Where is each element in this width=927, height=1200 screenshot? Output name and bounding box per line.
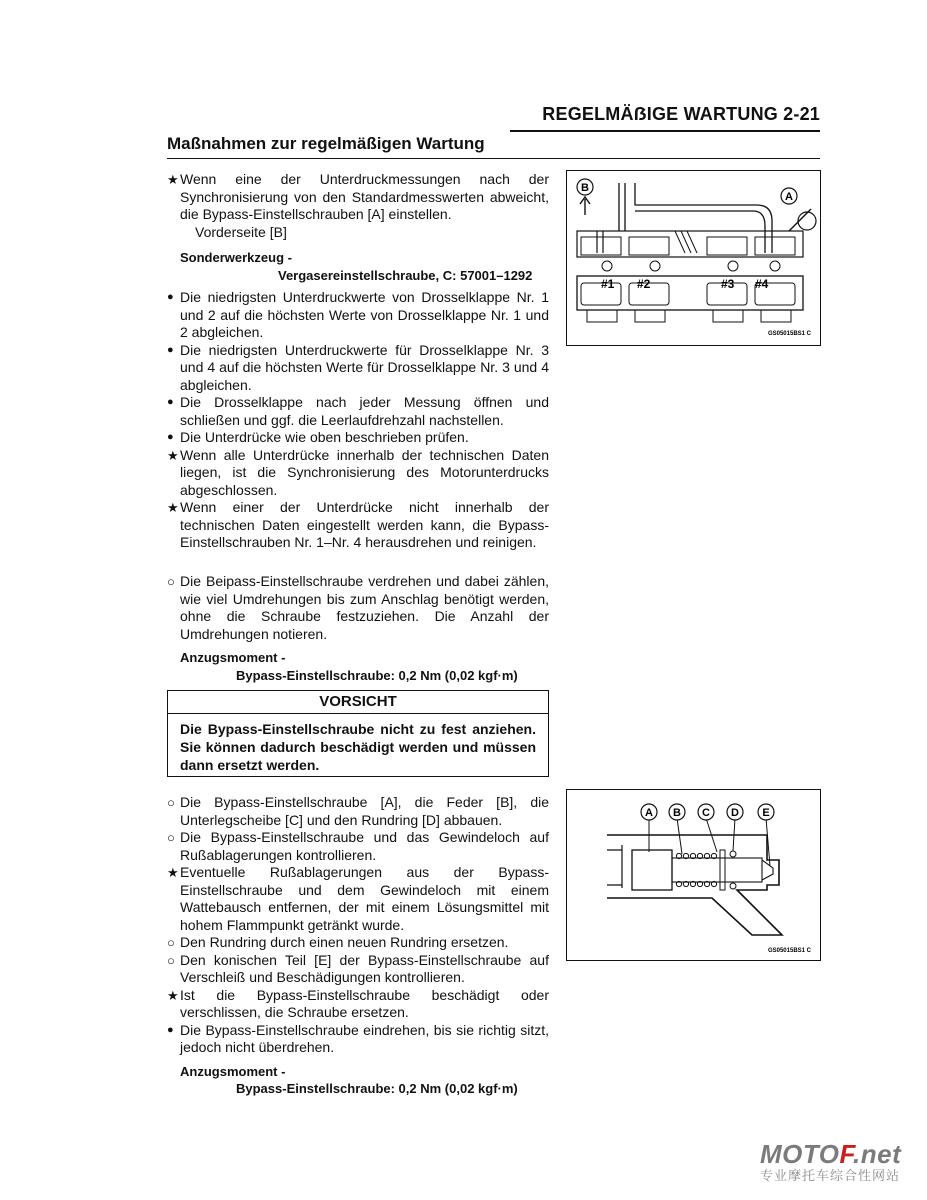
item-text: Wenn einer der Unterdrücke nicht innerhalb der technischen Daten eingestellt werden kann, die Bypass-Einstellschrauben Nr. 1–Nr. 4 herausdrehen und reinigen. [180, 499, 549, 550]
list-item [167, 429, 549, 447]
item-text: Die Bypass-Einstellschraube [A], die Feder [B], die Unterlegscheibe [C] und den Rundring [D] abbauen. [180, 794, 549, 828]
page-header-title: REGELMÄẞIGE WARTUNG 2-21 [542, 104, 820, 124]
carburetor-illustration [567, 171, 820, 345]
circle-marker: ○ [167, 952, 175, 968]
watermark-logo [760, 1140, 920, 1168]
header-rule [510, 130, 820, 132]
list-item [167, 342, 549, 395]
watermark [760, 1140, 920, 1184]
torque-value: Bypass-Einstellschraube: 0,2 Nm (0,02 kgf·m) [236, 1081, 518, 1096]
item-text: Die niedrigsten Unterdruckwerte für Drosselklappe Nr. 3 und 4 auf die höchsten Werte für Drosselklappe Nr. 3 und 4 abgleichen. [180, 341, 549, 393]
instruction-block-2 [167, 573, 549, 684]
star-marker: ★ [167, 865, 179, 880]
torque-label: Anzugsmoment - [180, 1063, 286, 1079]
section-rule [167, 158, 820, 159]
bullet-marker: ● [167, 431, 174, 443]
bullet-marker: ● [167, 343, 174, 356]
watermark-tagline: 专业摩托车综合性网站 [760, 1168, 901, 1183]
watermark-brand-accent: F [839, 1139, 854, 1169]
figure-code: GS05015BS1 C [767, 948, 811, 954]
list-item [167, 447, 549, 500]
list-item [167, 934, 549, 952]
item-text: Eventuelle Rußablagerungen aus der Bypass-Einstellschraube und dem Gewindeloch mit einem Wattebausch entfernen, der mit einem Lösungsmittel mit hohem Flammpunkt getränkt wurde. [180, 864, 549, 933]
caution-box [167, 690, 549, 777]
list-item [167, 952, 549, 987]
caution-title: VORSICHT [168, 691, 548, 714]
cylinder-label: #2 [637, 277, 651, 291]
figure-code: GS05015BS1 C [767, 331, 811, 337]
circle-marker: ○ [167, 795, 175, 810]
figure-carburetor-sync [566, 170, 821, 346]
list-item [167, 499, 549, 552]
section-title: Maßnahmen zur regelmäßigen Wartung [167, 134, 485, 153]
cylinder-label: #1 [601, 277, 615, 291]
list-item [167, 289, 549, 342]
tool-value: Vergasereinstellschraube, C: 57001–1292 [278, 267, 533, 283]
list-item [167, 394, 549, 429]
callout-a: A [785, 191, 793, 203]
bullet-marker: ● [167, 291, 174, 303]
circle-marker: ○ [167, 935, 175, 950]
reference-note: Vorderseite [B] [195, 223, 287, 240]
callout-d: D [731, 807, 739, 819]
item-text: Die Bypass-Einstellschraube eindrehen, bis sie richtig sitzt, jedoch nicht überdrehen. [180, 1021, 549, 1055]
item-text: Ist die Bypass-Einstellschraube beschädigt oder verschlissen, die Schraube ersetzen. [180, 986, 549, 1020]
item-text: Den konischen Teil [E] der Bypass-Einstellschraube auf Verschleiß und Beschädigungen kontrollieren. [180, 951, 549, 985]
list-item [167, 171, 549, 224]
watermark-brand-tail: .net [853, 1139, 902, 1169]
bypass-screw-illustration [567, 790, 820, 960]
item-text: Die niedrigsten Unterdruckwerte von Drosselklappe Nr. 1 und 2 auf die höchsten Werte von Drosselklappe Nr. 1 und 2 abgleichen. [180, 289, 549, 340]
callout-a: A [645, 807, 653, 819]
list-item [167, 794, 549, 829]
circle-marker: ○ [167, 574, 175, 589]
list-item [167, 573, 549, 643]
item-text: Die Unterdrücke wie oben beschrieben prüfen. [180, 429, 469, 445]
item-text: Die Bypass-Einstellschraube und das Gewindeloch auf Rußablagerungen kontrollieren. [180, 829, 549, 863]
callout-b: B [581, 182, 589, 194]
list-item [167, 829, 549, 864]
instruction-block-3 [167, 794, 549, 1098]
star-marker: ★ [167, 172, 179, 187]
star-marker: ★ [167, 447, 179, 463]
caution-text: Die Bypass-Einstellschraube nicht zu fest anziehen. Sie können dadurch beschädigt werden und müssen dann ersetzt werden. [180, 721, 536, 773]
list-item [167, 1022, 549, 1057]
callout-b: B [673, 807, 681, 819]
cylinder-label: #3 [721, 277, 735, 291]
item-text: Den Rundring durch einen neuen Rundring ersetzen. [180, 934, 509, 950]
torque-label: Anzugsmoment - [180, 650, 286, 665]
list-item [167, 987, 549, 1022]
tool-label: Sonderwerkzeug - [180, 250, 292, 265]
callout-c: C [702, 807, 710, 819]
item-text: Wenn alle Unterdrücke innerhalb der technischen Daten liegen, ist die Synchronisierung des Motorunterdrucks abgeschlossen. [180, 446, 549, 498]
star-marker: ★ [167, 987, 179, 1003]
list-item [167, 864, 549, 934]
item-text: Die Beipass-Einstellschraube verdrehen und dabei zählen, wie viel Umdrehungen bis zum Anschlag benötigt werden, ohne die Schraube festzuziehen. Die Anzahl der Umdrehungen notieren. [180, 573, 549, 642]
bullet-marker: ● [167, 1023, 174, 1036]
bullet-marker: ● [167, 396, 174, 408]
instruction-block-1 [167, 171, 549, 552]
item-text: Wenn eine der Unterdruckmessungen nach der Synchronisierung von den Standardmesswerten abweicht, die Bypass-Einstellschrauben [A] einstellen. [180, 171, 549, 222]
figure-bypass-screw [566, 789, 821, 961]
circle-marker: ○ [167, 830, 175, 845]
item-text: Die Drosselklappe nach jeder Messung öffnen und schließen und ggf. die Leerlaufdrehzahl nachstellen. [180, 394, 549, 428]
torque-value: Bypass-Einstellschraube: 0,2 Nm (0,02 kgf·m) [236, 667, 518, 683]
cylinder-label: #4 [755, 277, 769, 291]
star-marker: ★ [167, 500, 179, 515]
watermark-brand: MOTO [760, 1139, 840, 1169]
callout-e: E [762, 807, 770, 819]
